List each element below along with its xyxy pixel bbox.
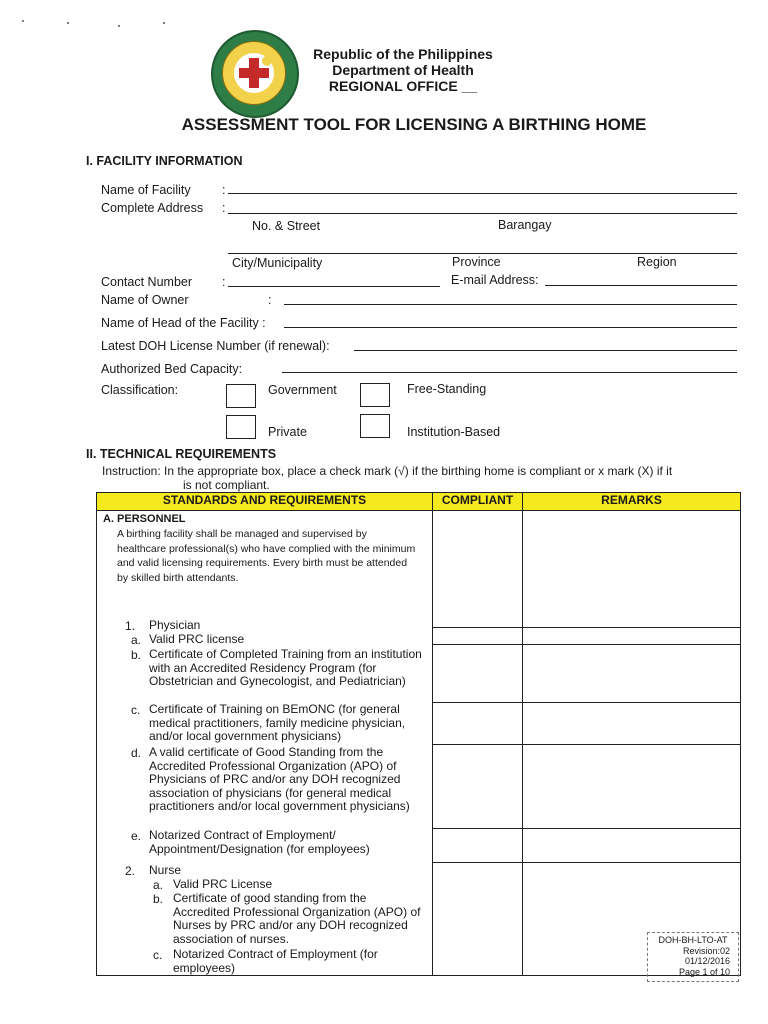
- item-number: 2.: [125, 864, 136, 878]
- label-contact-number: Contact Number: [101, 275, 193, 289]
- option-institution-based: Institution-Based: [407, 425, 501, 439]
- field-city-province-region[interactable]: [228, 253, 737, 254]
- scan-speck: [163, 22, 165, 24]
- document-revision: Revision:02: [682, 945, 730, 956]
- option-private: Private: [268, 425, 307, 439]
- subsection-personnel: A. PERSONNEL: [103, 513, 186, 525]
- label-name-of-owner: Name of Owner: [101, 293, 189, 307]
- remarks-column[interactable]: [523, 511, 741, 976]
- table-header-row: [97, 493, 741, 511]
- document-code-box: [647, 932, 739, 982]
- header-standards: STANDARDS AND REQUIREMENTS: [97, 493, 433, 511]
- nurse-good-standing: Certificate of good standing from the Accredited Professional Organization (APO) of Nurses by PRC and/or any DOH recognized association of nurses.: [173, 891, 421, 946]
- label-region: Region: [637, 255, 677, 269]
- item-mark: b.: [131, 648, 142, 662]
- header-remarks: REMARKS: [523, 493, 741, 511]
- field-contact-number[interactable]: [228, 286, 440, 287]
- item-mark: a.: [131, 633, 142, 647]
- physician-good-standing: A valid certificate of Good Standing from the Accredited Professional Organization (APO) of Physicians of PRC and/or any DOH recognized association of physicians (for general medical practitioners and/or local government physicians): [149, 745, 410, 813]
- label-city-municipality: City/Municipality: [232, 256, 323, 270]
- row-divider: [433, 862, 522, 863]
- item-mark: e.: [131, 829, 142, 843]
- checkbox-private[interactable]: [226, 415, 256, 439]
- label-email-address: E-mail Address:: [451, 273, 539, 287]
- row-divider: [433, 627, 522, 628]
- header-regional-office: REGIONAL OFFICE __: [328, 78, 478, 94]
- field-street-barangay[interactable]: [228, 213, 737, 214]
- item-nurse: Nurse: [149, 863, 182, 877]
- row-divider: [523, 744, 740, 745]
- header-department: Department of Health: [332, 62, 474, 78]
- instruction-line-2: is not compliant.: [183, 478, 270, 492]
- checkbox-free-standing[interactable]: [360, 383, 390, 407]
- label-name-of-facility: Name of Facility: [101, 183, 191, 197]
- scan-speck: [67, 22, 69, 24]
- section-facility-information: I. FACILITY INFORMATION: [86, 154, 243, 168]
- compliant-column[interactable]: [433, 511, 523, 976]
- item-mark: c.: [153, 948, 163, 962]
- colon: :: [268, 293, 272, 307]
- row-divider: [523, 627, 740, 628]
- personnel-intro: A birthing facility shall be managed and supervised by healthcare professional(s) who have complied with the minimum and valid licensing requirements. Every birth must be attended by skilled birth attendants.: [117, 528, 416, 584]
- colon: :: [222, 201, 226, 215]
- scan-speck: [22, 20, 24, 22]
- field-head-of-facility[interactable]: [284, 327, 737, 328]
- header-compliant: COMPLIANT: [433, 493, 523, 511]
- physician-contract: Notarized Contract of Employment/ Appointment/Designation (for employees): [149, 828, 370, 856]
- label-province: Province: [452, 255, 501, 269]
- field-name-of-facility[interactable]: [228, 193, 737, 194]
- item-mark: d.: [131, 746, 142, 760]
- label-barangay: Barangay: [498, 218, 552, 232]
- label-license-number: Latest DOH License Number (if renewal):: [101, 339, 330, 353]
- row-divider: [433, 702, 522, 703]
- document-code: DOH-BH-LTO-AT: [658, 935, 728, 945]
- field-bed-capacity[interactable]: [282, 372, 737, 373]
- row-divider: [433, 644, 522, 645]
- label-classification: Classification:: [101, 383, 179, 397]
- item-physician: Physician: [149, 618, 201, 632]
- row-divider: [523, 862, 740, 863]
- physician-residency-cert: Certificate of Completed Training from an institution with an Accredited Residency Program (for Obstetrician and Gynecologist, and Pediatrician): [149, 647, 422, 688]
- item-number: 1.: [125, 619, 136, 633]
- page-number: Page 1 of 10: [678, 966, 730, 977]
- field-email-address[interactable]: [545, 285, 737, 286]
- header-republic: Republic of the Philippines: [313, 46, 493, 62]
- document-title: ASSESSMENT TOOL FOR LICENSING A BIRTHING HOME: [181, 115, 647, 134]
- doh-seal-icon: [211, 30, 299, 118]
- row-divider: [523, 828, 740, 829]
- field-license-number[interactable]: [354, 350, 737, 351]
- row-divider: [433, 828, 522, 829]
- instruction-text: [102, 464, 732, 492]
- requirements-table: [96, 492, 741, 976]
- checkbox-government[interactable]: [226, 384, 256, 408]
- nurse-valid-prc: Valid PRC License: [173, 877, 273, 891]
- instruction-line-1: Instruction: In the appropriate box, place a check mark (√) if the birthing home is compliant or x mark (X) if it: [102, 464, 673, 478]
- item-mark: c.: [131, 703, 141, 717]
- label-head-of-facility: Name of Head of the Facility :: [101, 316, 266, 330]
- label-complete-address: Complete Address: [101, 201, 204, 215]
- item-mark: b.: [153, 892, 164, 906]
- nurse-contract: Notarized Contract of Employment (for employees): [173, 947, 378, 975]
- field-name-of-owner[interactable]: [284, 304, 737, 305]
- colon: :: [222, 275, 226, 289]
- physician-valid-prc: Valid PRC license: [149, 632, 245, 646]
- standards-cell: [97, 511, 433, 976]
- table-row: [97, 511, 741, 976]
- checkbox-institution-based[interactable]: [360, 414, 390, 438]
- row-divider: [433, 744, 522, 745]
- row-divider: [523, 644, 740, 645]
- item-mark: a.: [153, 878, 164, 892]
- section-technical-requirements: II. TECHNICAL REQUIREMENTS: [86, 447, 277, 461]
- option-free-standing: Free-Standing: [407, 382, 487, 396]
- document-date: 01/12/2016: [684, 956, 730, 966]
- colon: :: [222, 183, 226, 197]
- physician-bemonc-cert: Certificate of Training on BEmONC (for general medical practitioners, family medicine physician, and/or local government physicians): [149, 702, 406, 743]
- label-bed-capacity: Authorized Bed Capacity:: [101, 362, 243, 376]
- row-divider: [523, 702, 740, 703]
- option-government: Government: [268, 383, 337, 397]
- scan-speck: [118, 25, 120, 27]
- label-no-street: No. & Street: [252, 219, 321, 233]
